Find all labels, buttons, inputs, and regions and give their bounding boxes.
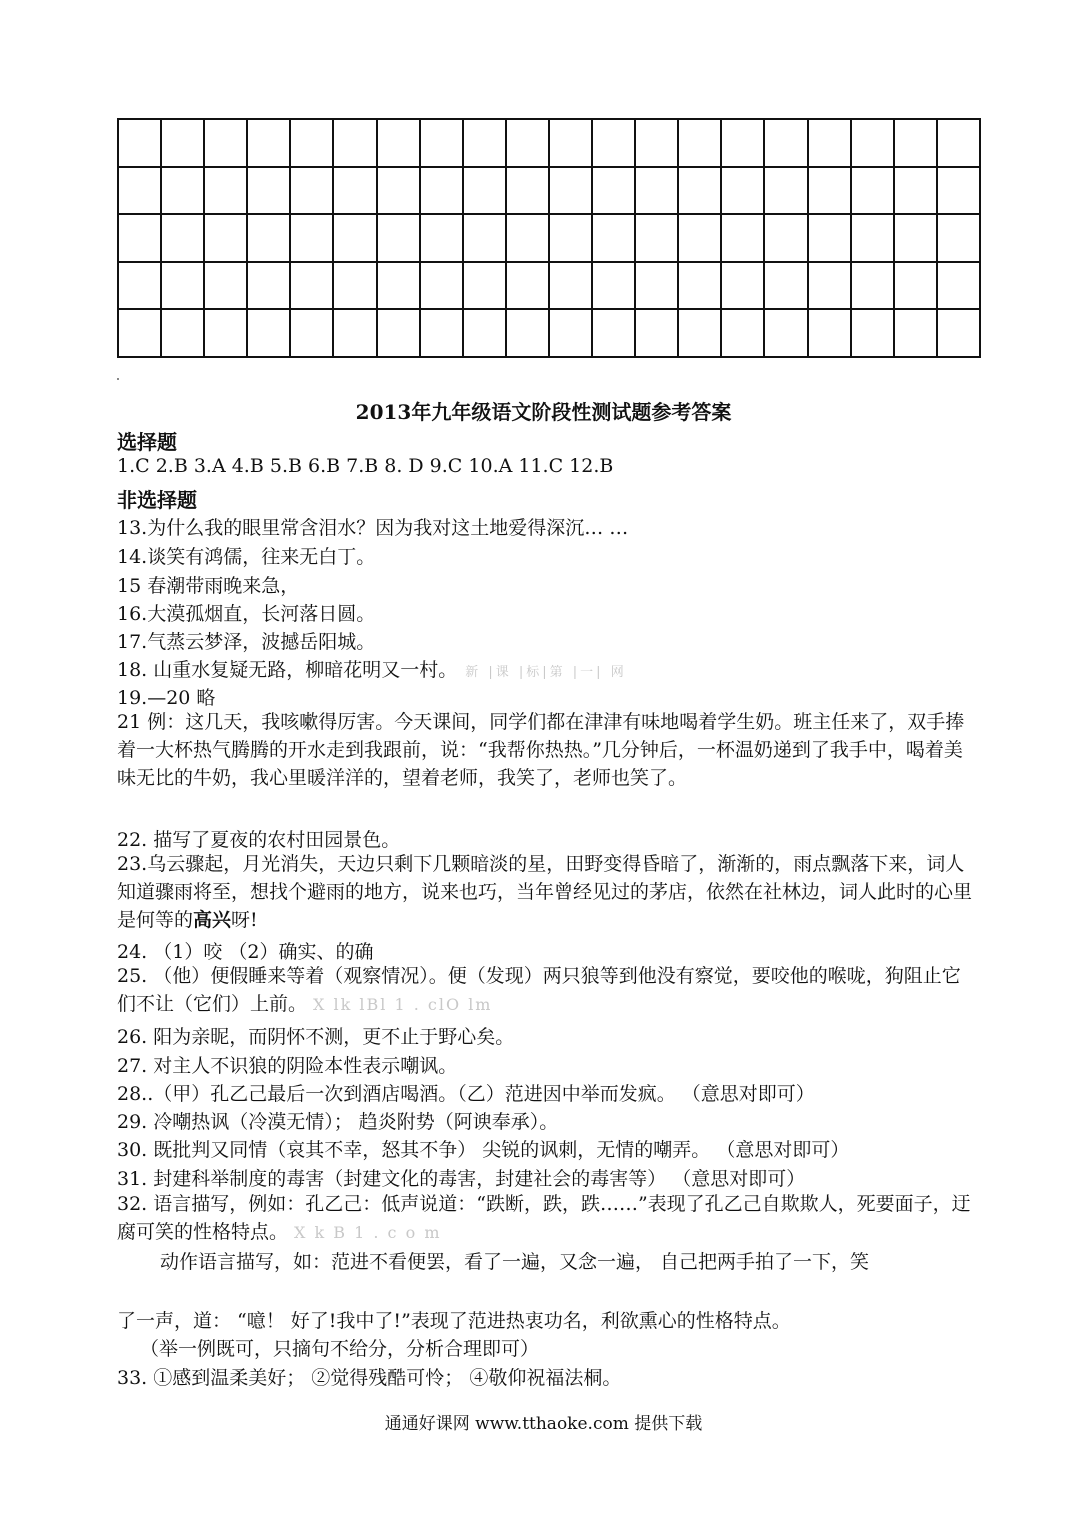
grid-cell — [764, 262, 807, 310]
grid-cell — [290, 262, 333, 310]
grid-cell — [592, 309, 635, 357]
grid-cell — [851, 214, 894, 262]
grid-cell — [894, 119, 937, 167]
grid-cell — [808, 214, 851, 262]
section-choice-heading: 选择题 — [117, 430, 177, 454]
grid-cell — [808, 262, 851, 310]
grid-cell — [635, 309, 678, 357]
answer-18-text: 18. 山重水复疑无路，柳暗花明又一村。 — [117, 659, 458, 681]
grid-cell — [377, 262, 420, 310]
grid-cell — [204, 167, 247, 215]
writing-grid — [117, 118, 981, 358]
grid-cell — [721, 309, 764, 357]
grid-cell — [549, 214, 592, 262]
grid-cell — [333, 262, 376, 310]
grid-cell — [420, 262, 463, 310]
answer-32 — [117, 1190, 977, 1247]
page-title: 2013年九年级语文阶段性测试题参考答案 — [355, 400, 732, 424]
watermark-text-2: X lk lBl 1 . clO lm — [313, 995, 493, 1014]
grid-cell — [721, 214, 764, 262]
answer-17: 17.气蒸云梦泽，波撼岳阳城。 — [117, 631, 376, 653]
grid-cell — [592, 214, 635, 262]
grid-cell — [721, 167, 764, 215]
grid-cell — [290, 214, 333, 262]
grid-cell — [420, 214, 463, 262]
grid-cell — [420, 119, 463, 167]
answer-30: 30. 既批判又同情（哀其不幸，怒其不争） 尖锐的讽刺，无情的嘲弄。 （意思对即可） — [117, 1139, 850, 1161]
answer-23-text: 23.乌云骤起，月光消失，天边只剩下几颗暗淡的星，田野变得昏暗了，渐渐的，雨点飘落下来，词人知道骤雨将至，想找个避雨的地方，说来也巧，当年曾经见过的茅店，依然在社林边，词人此时的心里是何等的 — [117, 853, 973, 931]
answer-23-bold: 高兴 — [193, 909, 232, 931]
answer-32-note: （举一例既可，只摘句不给分，分析合理即可） — [140, 1338, 540, 1360]
choice-answers: 1.C 2.B 3.A 4.B 5.B 6.B 7.B 8. D 9.C 10.A 11.C 12.B — [117, 455, 614, 477]
grid-cell — [678, 167, 721, 215]
grid-cell — [808, 167, 851, 215]
grid-cell — [247, 309, 290, 357]
grid-cell — [118, 167, 161, 215]
grid-cell — [333, 214, 376, 262]
grid-cell — [118, 119, 161, 167]
answer-33: 33. ①感到温柔美好； ②觉得残酷可怜； ④敬仰祝福法桐。 — [117, 1367, 622, 1389]
grid-cell — [721, 119, 764, 167]
grid-cell — [463, 309, 506, 357]
grid-cell — [549, 119, 592, 167]
grid-cell — [463, 119, 506, 167]
section-nonchoice-heading: 非选择题 — [117, 488, 197, 512]
grid-row — [118, 262, 980, 310]
grid-cell — [764, 167, 807, 215]
grid-cell — [592, 262, 635, 310]
grid-cell — [377, 214, 420, 262]
grid-cell — [506, 309, 549, 357]
answer-19: 19.—20 略 — [117, 687, 216, 709]
grid-cell — [420, 167, 463, 215]
grid-cell — [118, 262, 161, 310]
grid-cell — [549, 309, 592, 357]
grid-cell — [204, 119, 247, 167]
grid-cell — [506, 214, 549, 262]
grid-cell — [290, 309, 333, 357]
grid-cell — [333, 167, 376, 215]
answer-13: 13.为什么我的眼里常含泪水？因为我对这土地爱得深沉… … — [117, 517, 629, 539]
grid-cell — [678, 309, 721, 357]
grid-row — [118, 309, 980, 357]
grid-cell — [549, 167, 592, 215]
grid-cell — [937, 214, 980, 262]
grid-cell — [247, 214, 290, 262]
grid-cell — [894, 214, 937, 262]
answer-26: 26. 阳为亲昵，而阴怀不测，更不止于野心矣。 — [117, 1026, 515, 1048]
answer-23-end: 呀! — [231, 909, 258, 931]
grid-cell — [894, 262, 937, 310]
grid-cell — [290, 167, 333, 215]
grid-cell — [678, 262, 721, 310]
grid-cell — [161, 262, 204, 310]
grid-cell — [333, 119, 376, 167]
grid-cell — [420, 309, 463, 357]
grid-cell — [764, 119, 807, 167]
stray-mark — [117, 378, 119, 380]
grid-cell — [937, 262, 980, 310]
answer-25-text: 25. （他）便假睡来等着（观察情况）。便（发现）两只狼等到他没有察觉，要咬他的喉咙，狗阻止它们不让（它们）上前。 — [117, 965, 961, 1015]
grid-cell — [290, 119, 333, 167]
answer-14: 14.谈笑有鸿儒，往来无白丁。 — [117, 546, 376, 568]
grid-cell — [851, 309, 894, 357]
grid-cell — [506, 167, 549, 215]
grid-cell — [808, 119, 851, 167]
grid-cell — [851, 167, 894, 215]
answer-15: 15 春潮带雨晚来急， — [117, 575, 300, 597]
answer-31: 31. 封建科举制度的毒害（封建文化的毒害，封建社会的毒害等） （意思对即可） — [117, 1168, 806, 1190]
grid-cell — [204, 262, 247, 310]
grid-cell — [506, 262, 549, 310]
grid-cell — [764, 309, 807, 357]
grid-cell — [894, 167, 937, 215]
grid-cell — [764, 214, 807, 262]
answer-21: 21 例：这几天，我咳嗽得厉害。今天课间，同学们都在津津有味地喝着学生奶。班主任来了，双手捧着一大杯热气腾腾的开水走到我跟前，说：“我帮你热热。”几分钟后，一杯温奶递到了我手中，喝着美味无比的牛奶，我心里暖洋洋的，望着老师，我笑了，老师也笑了。 — [117, 711, 965, 789]
grid-cell — [851, 119, 894, 167]
grid-cell — [118, 214, 161, 262]
grid-cell — [808, 309, 851, 357]
grid-cell — [247, 262, 290, 310]
answer-22: 22. 描写了夏夜的农村田园景色。 — [117, 829, 401, 851]
grid-cell — [635, 167, 678, 215]
answer-28: 28..（甲）孔乙己最后一次到酒店喝酒。（乙）范进因中举而发疯。 （意思对即可） — [117, 1083, 815, 1105]
grid-cell — [463, 262, 506, 310]
answer-23 — [117, 850, 977, 934]
grid-cell — [937, 167, 980, 215]
grid-cell — [678, 119, 721, 167]
grid-cell — [894, 309, 937, 357]
grid-cell — [635, 119, 678, 167]
grid-cell — [161, 309, 204, 357]
grid-cell — [247, 119, 290, 167]
grid-cell — [635, 214, 678, 262]
answer-18 — [117, 655, 627, 682]
grid-cell — [463, 167, 506, 215]
grid-cell — [118, 309, 161, 357]
grid-cell — [721, 262, 764, 310]
answer-24: 24. （1）咬 （2）确实、的确 — [117, 941, 374, 963]
answer-16: 16.大漠孤烟直，长河落日圆。 — [117, 603, 376, 625]
watermark-text-3: X k B 1 . c o m — [294, 1223, 442, 1242]
grid-row — [118, 119, 980, 167]
watermark-text: 新 |课 |标|第 |一| 网 — [465, 665, 627, 680]
grid-cell — [204, 309, 247, 357]
answer-27: 27. 对主人不识狼的阴险本性表示嘲讽。 — [117, 1055, 458, 1077]
grid-cell — [506, 119, 549, 167]
answer-25 — [117, 962, 977, 1019]
grid-row — [118, 167, 980, 215]
grid-cell — [247, 167, 290, 215]
answer-32-text: 32. 语言描写，例如：孔乙己：低声说道：“跌断，跌，跌……”表现了孔乙己自欺欺人，死要面子，迂腐可笑的性格特点。 — [117, 1193, 971, 1243]
answer-32-continued: 了一声，道： “噫！ 好了!我中了!”表现了范进热衷功名，利欲熏心的性格特点。 — [117, 1310, 791, 1332]
grid-cell — [204, 214, 247, 262]
answer-29: 29. 冷嘲热讽（冷漠无情）； 趋炎附势（阿谀奉承）。 — [117, 1111, 559, 1133]
grid-cell — [678, 214, 721, 262]
grid-cell — [635, 262, 678, 310]
grid-cell — [333, 309, 376, 357]
grid-cell — [377, 309, 420, 357]
character-grid-table — [117, 118, 981, 358]
grid-cell — [161, 214, 204, 262]
grid-cell — [377, 119, 420, 167]
grid-row — [118, 214, 980, 262]
grid-cell — [937, 119, 980, 167]
grid-cell — [851, 262, 894, 310]
grid-cell — [463, 214, 506, 262]
answer-32-action: 动作语言描写，如：范进不看便罢，看了一遍，又念一遍， 自己把两手拍了一下，笑 — [160, 1251, 870, 1273]
grid-cell — [937, 309, 980, 357]
grid-cell — [592, 119, 635, 167]
grid-cell — [549, 262, 592, 310]
grid-cell — [377, 167, 420, 215]
grid-cell — [161, 119, 204, 167]
grid-cell — [592, 167, 635, 215]
grid-cell — [161, 167, 204, 215]
footer-credit: 通通好课网 www.tthaoke.com 提供下载 — [384, 1414, 703, 1434]
